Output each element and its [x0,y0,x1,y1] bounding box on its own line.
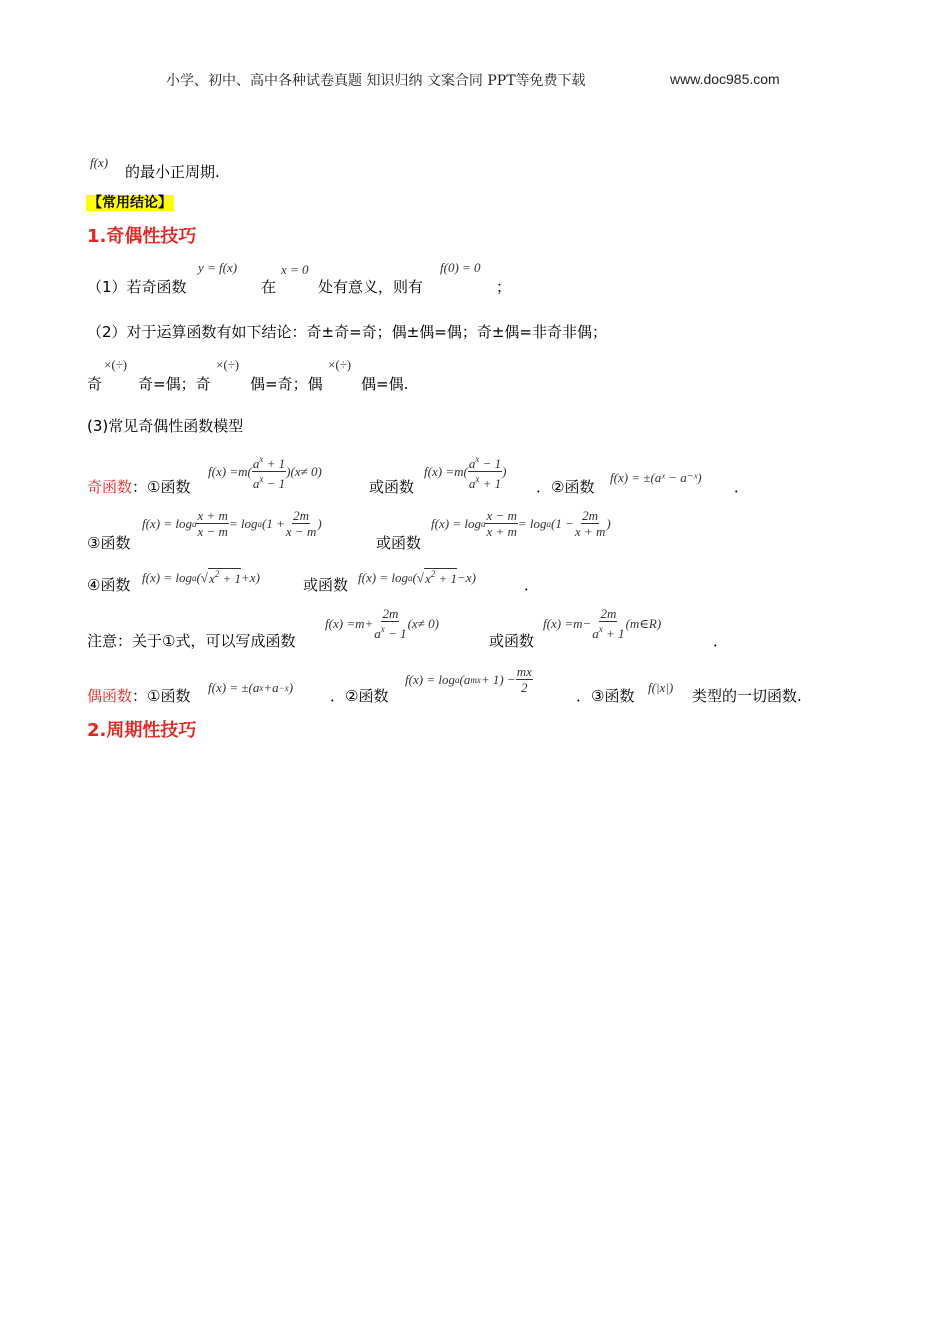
intro-text: 的最小正周期. [125,163,220,181]
item2-a4: 偶=偶. [361,375,409,393]
section1-title: 1.奇偶性技巧 [87,226,197,247]
item3-title: (3)常见奇偶性函数模型 [87,417,244,435]
header-site-link[interactable]: www.doc985.com [670,71,780,87]
intro-formula: f(x) [90,155,109,170]
header-text: 小学、初中、高中各种试卷真题 知识归纳 文案合同 PPT等免费下载 [166,73,586,89]
section2-title: 2.周期性技巧 [87,720,197,741]
note-dot: ． [713,632,729,650]
odd-function-label: 奇函数 [87,478,133,496]
odd-p3: ③函数 [87,534,131,552]
odd-dot2: ． [524,576,540,594]
even-end: 类型的一切函数. [692,687,802,705]
even-formula-3: f(|x|) [648,680,674,695]
op-symbol-3: ×(÷) [328,357,352,372]
even-formula-2: f ( x ) = log a ( a mx + 1) − $\frac{mx}{2}$ [405,664,532,695]
even-p3: ．③函数 [576,687,635,705]
odd-sqrt-formula-2: f ( x ) = log a (√ $x^2 + 1$ − x ) [358,569,476,586]
odd-formula-3: f(x) = ±(aˣ − a⁻ˣ) [610,470,702,485]
item1-end: ； [496,278,512,296]
item1-prefix: （1）若奇函数 [87,278,187,296]
note-formula-1: f ( x ) = m + $\frac{2m}{a^x - 1}$ ( x ≠ 0) [325,606,439,641]
odd-p4: ④函数 [87,576,131,594]
even-p1: ：①函数 [132,687,191,705]
op-symbol-2: ×(÷) [216,357,240,372]
odd-log-formula-1: f ( x ) = log a $\frac{x + m}{x - m}$ = log a (1 + $\frac{2m}{x - m}$ ) [142,508,322,539]
even-p2: ．②函数 [330,687,389,705]
even-function-label: 偶函数 [87,687,133,705]
odd-or2: 或函数 [376,534,422,552]
common-conclusion-tag: 【常用结论】 [88,195,172,211]
odd-p2: ．②函数 [536,478,595,496]
note-formula-2: f ( x ) = m − $\frac{2m}{a^x + 1}$ ( m ∈ R ) [543,606,662,641]
item2-line1: （2）对于运算函数有如下结论：奇±奇=奇；偶±偶=偶；奇±偶=非奇非偶； [87,323,607,341]
item1-formula1: y = f(x) [198,260,238,275]
odd-formula-2: f ( x ) = m ( $\frac{a^x - 1}{a^x + 1}$ ) [424,454,507,491]
odd-p1: ：①函数 [132,478,191,496]
item2-a2: 奇=偶；奇 [138,375,211,393]
odd-sqrt-formula-1: f ( x ) = log a (√ $x^2 + 1$ + x ) [142,569,260,586]
odd-log-formula-2: f ( x ) = log a $\frac{x - m}{x + m}$ = log a (1 − $\frac{2m}{x + m}$ ) [431,508,611,539]
odd-dot: ． [734,478,750,496]
odd-or1: 或函数 [369,478,415,496]
op-symbol-1: ×(÷) [104,357,128,372]
note-prefix: 注意：关于①式，可以写成函数 [87,632,296,650]
item1-formula2: x = 0 [281,262,309,277]
item1-mid1: 在 [261,278,277,296]
item1-mid2: 处有意义，则有 [318,278,424,296]
item2-a1: 奇 [87,375,103,393]
item1-formula3: f(0) = 0 [440,260,481,275]
odd-formula-1: f ( x ) = m ( $\frac{a^x + 1}{a^x - 1}$ )( x ≠ 0) [208,454,322,491]
note-or: 或函数 [489,632,535,650]
item2-a3: 偶=奇；偶 [250,375,323,393]
even-formula-1: f ( x ) = ±( a x + a −x ) [208,680,294,695]
odd-or3: 或函数 [303,576,349,594]
